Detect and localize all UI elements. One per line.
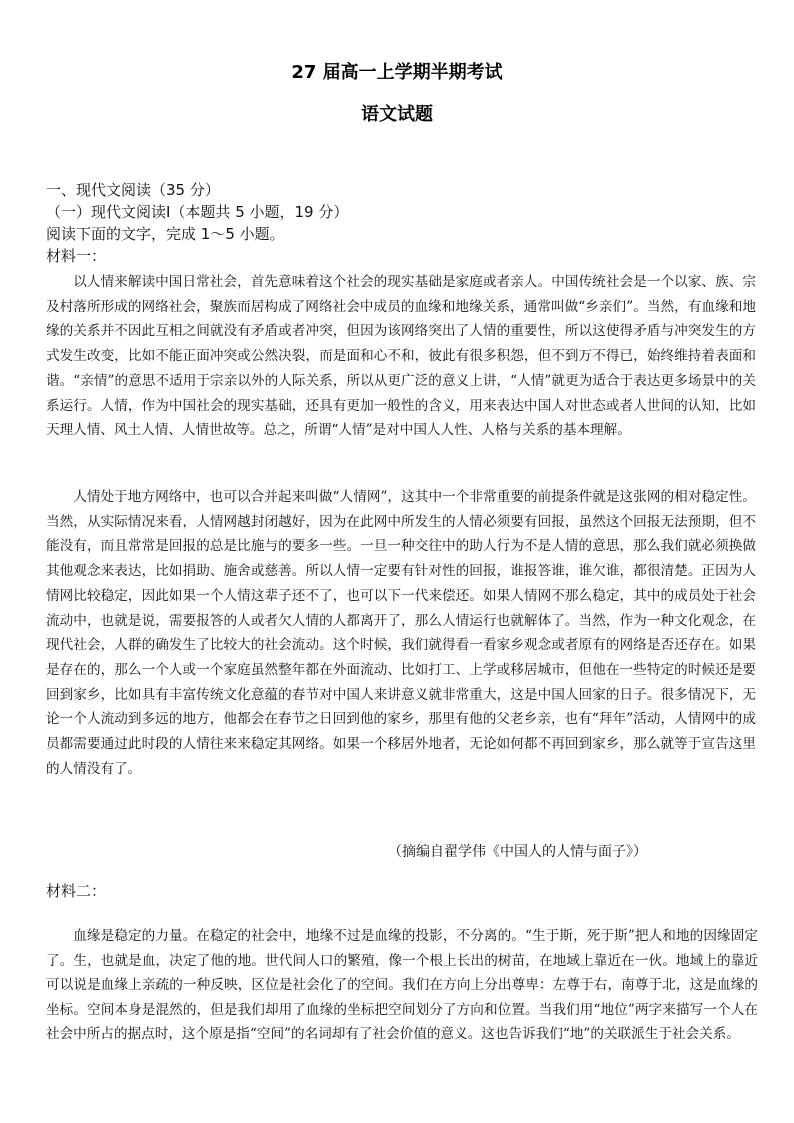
subsection-heading: （一）现代文阅读Ⅰ（本题共 5 小题，19 分）: [46, 203, 349, 221]
reading-instruction: 阅读下面的文字，完成 1～5 小题。: [46, 225, 285, 243]
material1-label: 材料一：: [46, 247, 107, 265]
exam-title: 27 届高一上学期半期考试: [291, 62, 503, 83]
material1-paragraph-1: 以人情来解读中国日常社会，首先意味着这个社会的现实基础是家庭或者亲人。中国传统社会是一个以家、族、宗及村落所形成的网络社会，聚族而居构成了网络社会中成员的血缘和地缘关系，通常叫做“乡亲们”。当然，有血缘和地缘的关系并不因此互相之间就没有矛盾或者冲突，但因为该网络突出了人情的重要性，所以这使得矛盾与冲突发生的方式发生改变，比如不能正面冲突或公然决裂，而是面和心不和，彼此有很多积怨，但不到万不得已，始终维持着表面和谐。“亲情”的意思不适用于宗亲以外的人际关系，所以从更广泛的意义上讲，“人情”就更为适合于表达更多场景中的关系运行。人情，作为中国社会的现实基础，还具有更加一般性的含义，用来表达中国人对世态或者人世间的认知，比如天理人情、风土人情、人情世故等。总之，所谓“人情”是对中国人人性、人格与关系的基本理解。: [46, 274, 756, 439]
material2-label: 材料二：: [46, 882, 107, 900]
material1-paragraph-2: 人情处于地方网络中，也可以合并起来叫做“人情网”，这其中一个非常重要的前提条件就是这张网的相对稳定性。当然，从实际情况来看，人情网越封闭越好，因为在此网中所发生的人情必须要有回报，虽然这个回报无法预期，但不能没有，而且常常是回报的总是比施与的要多一些。一旦一种交往中的助人行为不是人情的意思，那么我们就必须换做其他观念来表达，比如捐助、施舍或慈善。所以人情一定要有针对性的回报，谁报答谁，谁欠谁，都很清楚。正因为人情网比较稳定，因此如果一个人情这辈子还不了，也可以下一代来偿还。如果人情网不那么稳定，其中的成员处于社会流动中，也就是说，需要报答的人或者欠人情的人都离开了，那么人情运行也就解体了。当然，作为一种文化观念，在现代社会，人群的确发生了比较大的社会流动。这个时候，我们就得看一看家乡观念或者原有的网络是否还存在。如果是存在的，那么一个人或一个家庭虽然整年都在外面流动、比如打工、上学或移居城市，但他在一些特定的时候还是要回到家乡，比如具有丰富传统文化意蕴的春节对中国人来讲意义就非常重大，这是中国人回家的日子。很多情况下，无论一个人流动到多远的地方，他都会在春节之日回到他的家乡，那里有他的父老乡亲，也有“拜年”活动，人情网中的成员都需要通过此时段的人情往来来稳定其网络。如果一个移居外地者，无论如何都不再回到家乡，那么就等于宣告这里的人情没有了。: [46, 489, 756, 777]
section-heading: 一、现代文阅读（35 分）: [46, 181, 220, 199]
exam-subject: 语文试题: [361, 104, 433, 125]
material2-paragraph-1: 血缘是稳定的力量。在稳定的社会中，地缘不过是血缘的投影，不分离的。“生于斯，死于斯”把人和地的因缘固定了。生，也就是血，决定了他的地。世代间人口的繁殖，像一个根上长出的树苗，在地域上靠近在一伙。地域上的靠近可以说是血缘上亲疏的一种反映，区位是社会化了的空间。我们在方向上分出尊卑：左尊于右，南尊于北，这是血缘的坐标。空间本身是混然的，但是我们却用了血缘的坐标把空间划分了方向和位置。当我们用“地位”两字来描写一个人在社会中所占的据点时，这个原是指“空间”的名词却有了社会价值的意义。这也告诉我们“地”的关联派生于社会关系。: [46, 928, 758, 1042]
material1-source: （摘编自翟学伟《中国人的人情与面子》）: [388, 844, 647, 860]
